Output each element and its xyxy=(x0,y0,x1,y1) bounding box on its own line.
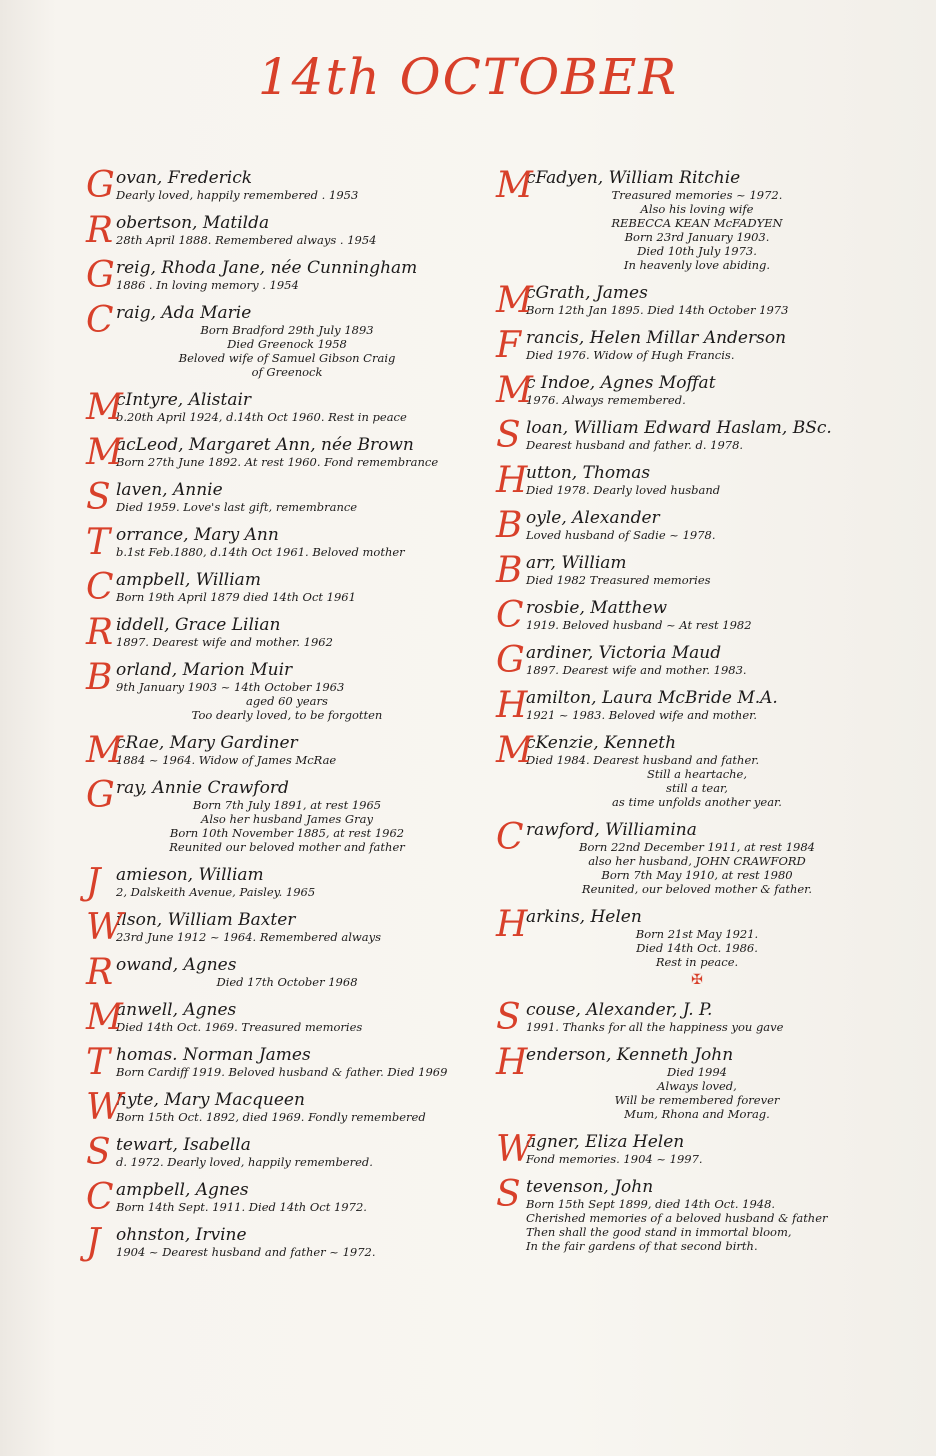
entry-text: Cherished memories of a beloved husband & father xyxy=(526,1211,828,1225)
entry-text: Will be remembered forever xyxy=(614,1093,780,1107)
entry-initial: R xyxy=(86,952,114,993)
entry-text: Born 10th November 1885, at rest 1962 xyxy=(169,826,405,840)
entry-text: Born 15th Oct. 1892, died 1969. Fondly remembered xyxy=(116,1110,426,1124)
entry-text: 2, Dalskeith Avenue, Paisley. 1965 xyxy=(116,885,316,899)
entry-text: Then shall the good stand in immortal bloom, xyxy=(526,1225,792,1239)
entry-name: tevenson, John xyxy=(526,1177,654,1197)
entry-initial: B xyxy=(496,505,523,546)
entry-text: Died Greenock 1958 xyxy=(227,337,347,351)
entry-text: Died 1976. Widow of Hugh Francis. xyxy=(526,348,735,362)
entry-name: hyte, Mary Macqueen xyxy=(116,1090,305,1110)
memorial-entry xyxy=(496,817,868,896)
memorial-entry xyxy=(496,904,868,989)
memorial-entry xyxy=(86,612,458,653)
memorial-entry xyxy=(86,997,458,1038)
entry-initial: G xyxy=(86,775,115,816)
entry-text: Died 1959. Love's last gift, remembrance xyxy=(116,500,358,514)
entry-initial: T xyxy=(86,1042,111,1083)
entry-initial: W xyxy=(86,1087,124,1128)
entry-text: Born 14th Sept. 1911. Died 14th Oct 1972. xyxy=(116,1200,367,1214)
entry-initial: J xyxy=(86,1222,101,1263)
entry-name: orrance, Mary Ann xyxy=(116,525,279,545)
memorial-entry xyxy=(496,550,868,591)
entry-text: 1897. Dearest wife and mother. 1983. xyxy=(526,663,747,677)
entry-name: laven, Annie xyxy=(116,480,223,500)
entry-initial: C xyxy=(86,567,114,608)
entry-name: homas. Norman James xyxy=(116,1045,311,1065)
memorial-entry xyxy=(86,387,458,428)
entry-text: Born 7th July 1891, at rest 1965 xyxy=(192,798,382,812)
entry-initial: M xyxy=(86,432,123,473)
entry-name: arkins, Helen xyxy=(526,907,642,927)
entry-name: oyle, Alexander xyxy=(526,508,660,528)
entry-text: Beloved wife of Samuel Gibson Craig xyxy=(178,351,396,365)
memorial-entry xyxy=(86,907,458,948)
entry-name: ray, Annie Crawford xyxy=(116,778,289,798)
memorial-entry xyxy=(86,657,458,722)
entry-initial: R xyxy=(86,612,114,653)
entry-text: Still a heartache, xyxy=(646,767,748,781)
memorial-entry xyxy=(86,210,458,251)
entry-name: c Indoe, Agnes Moffat xyxy=(526,373,716,393)
entry-name: ampbell, William xyxy=(116,570,261,590)
entry-name: cRae, Mary Gardiner xyxy=(116,733,298,753)
entry-text: 1976. Always remembered. xyxy=(526,393,686,407)
entry-text: Born 12th Jan 1895. Died 14th October 1973 xyxy=(526,303,789,317)
entry-initial: F xyxy=(496,325,521,366)
memorial-entry xyxy=(496,280,868,321)
memorial-entry xyxy=(496,730,868,809)
entry-name: ohnston, Irvine xyxy=(116,1225,247,1245)
entry-text: still a tear, xyxy=(666,781,728,795)
entry-initial: C xyxy=(86,1177,114,1218)
entry-initial: B xyxy=(86,657,113,698)
entry-text: Born 15th Sept 1899, died 14th Oct. 1948. xyxy=(526,1197,776,1211)
entry-name: raig, Ada Marie xyxy=(116,303,252,323)
memorial-entry xyxy=(496,595,868,636)
entry-text: Treasured memories ~ 1972. xyxy=(611,188,783,202)
entry-initial: B xyxy=(496,550,523,591)
entry-text: Born 7th May 1910, at rest 1980 xyxy=(601,868,793,882)
entry-name: orland, Marion Muir xyxy=(116,660,293,680)
entry-name: ovan, Frederick xyxy=(116,168,253,188)
entry-text: 1886 . In loving memory . 1954 xyxy=(116,278,299,292)
entry-initial: R xyxy=(86,210,114,251)
memorial-entry xyxy=(496,997,868,1038)
memorial-entry xyxy=(86,300,458,379)
entry-initial: S xyxy=(496,415,521,456)
entry-name: reig, Rhoda Jane, née Cunningham xyxy=(116,258,418,278)
memorial-entry xyxy=(496,505,868,546)
entry-text: Died 1978. Dearly loved husband xyxy=(526,483,721,497)
memorial-entry xyxy=(496,685,868,726)
entry-initial: C xyxy=(86,300,114,341)
entry-name: obertson, Matilda xyxy=(116,213,270,233)
entry-name: cFadyen, William Ritchie xyxy=(526,168,741,188)
entry-name: amieson, William xyxy=(116,865,264,885)
entry-initial: M xyxy=(86,997,123,1038)
cross-ornament: ✠ xyxy=(691,972,703,988)
entry-text: In the fair gardens of that second birth. xyxy=(526,1239,758,1253)
entry-text: Also his loving wife xyxy=(640,202,754,216)
memorial-entry xyxy=(86,775,458,854)
entry-name: owand, Agnes xyxy=(116,955,237,975)
entry-text: b.20th April 1924, d.14th Oct 1960. Rest in peace xyxy=(116,410,407,424)
entry-text: Reunited, our beloved mother & father. xyxy=(581,882,813,896)
entry-text: Born 19th April 1879 died 14th Oct 1961 xyxy=(116,590,356,604)
entry-text: 9th January 1903 ~ 14th October 1963 xyxy=(116,680,345,694)
entry-text: 1919. Beloved husband ~ At rest 1982 xyxy=(526,618,752,632)
entry-text: Loved husband of Sadie ~ 1978. xyxy=(526,528,716,542)
entry-text: Died 17th October 1968 xyxy=(216,975,358,989)
entry-name: arr, William xyxy=(526,553,627,573)
entry-text: 28th April 1888. Remembered always . 1954 xyxy=(116,233,377,247)
entry-initial: J xyxy=(86,862,101,903)
memorial-entry xyxy=(496,1042,868,1121)
entry-text: Died 14th Oct. 1986. xyxy=(636,941,758,955)
entry-name: loan, William Edward Haslam, BSc. xyxy=(526,418,832,438)
entry-name: agner, Eliza Helen xyxy=(526,1132,685,1152)
memorial-entry xyxy=(86,952,458,993)
entry-name: cIntyre, Alistair xyxy=(116,390,252,410)
entry-initial: H xyxy=(496,460,528,501)
entry-text: of Greenock xyxy=(251,365,323,379)
entry-name: anwell, Agnes xyxy=(116,1000,237,1020)
entry-text: also her husband, JOHN CRAWFORD xyxy=(588,854,806,868)
entry-text: Always loved, xyxy=(657,1079,737,1093)
entry-text: Born Cardiff 1919. Beloved husband & father. Died 1969 xyxy=(116,1065,448,1079)
entry-text: b.1st Feb.1880, d.14th Oct 1961. Beloved mother xyxy=(116,545,405,559)
entry-name: enderson, Kenneth John xyxy=(526,1045,734,1065)
entry-text: Dearest husband and father. d. 1978. xyxy=(526,438,744,452)
memorial-entry xyxy=(86,1177,458,1218)
entry-name: rawford, Williamina xyxy=(526,820,697,840)
memorial-entry xyxy=(86,522,458,563)
entry-text: Born 23rd January 1903. xyxy=(624,230,770,244)
entry-initial: T xyxy=(86,522,111,563)
entry-name: ampbell, Agnes xyxy=(116,1180,249,1200)
entry-name: utton, Thomas xyxy=(526,463,651,483)
entry-initial: H xyxy=(496,1042,528,1083)
entry-text: aged 60 years xyxy=(246,694,328,708)
entry-name: rosbie, Matthew xyxy=(526,598,668,618)
left-column xyxy=(86,165,458,1270)
entry-text: 1884 ~ 1964. Widow of James McRae xyxy=(116,753,337,767)
memorial-entry xyxy=(496,460,868,501)
memorial-entry xyxy=(496,1129,868,1170)
entry-text: Died 1982 Treasured memories xyxy=(526,573,711,587)
memorial-entry xyxy=(86,730,458,771)
memorial-entry xyxy=(86,1087,458,1128)
memorial-entry xyxy=(496,325,868,366)
entry-text: Fond memories. 1904 ~ 1997. xyxy=(526,1152,703,1166)
entry-text: Died 1984. Dearest husband and father. xyxy=(526,753,760,767)
entry-text: 23rd June 1912 ~ 1964. Remembered always xyxy=(116,930,382,944)
entry-text: In heavenly love abiding. xyxy=(623,258,771,272)
entry-text: Born 27th June 1892. At rest 1960. Fond remembrance xyxy=(116,455,439,469)
entry-initial: M xyxy=(86,387,123,428)
entry-text: Born 21st May 1921. xyxy=(635,927,759,941)
entry-initial: C xyxy=(496,817,524,858)
entry-initial: M xyxy=(86,730,123,771)
entry-text: Too dearly loved, to be forgotten xyxy=(191,708,383,722)
memorial-entry xyxy=(496,1174,868,1253)
entry-initial: G xyxy=(86,165,115,206)
entry-text: Also her husband James Gray xyxy=(201,812,373,826)
entry-initial: C xyxy=(496,595,524,636)
memorial-entry xyxy=(86,862,458,903)
entry-text: as time unfolds another year. xyxy=(612,795,782,809)
memorial-entry xyxy=(86,432,458,473)
memorial-entry xyxy=(86,477,458,518)
entry-initial: M xyxy=(496,165,533,206)
entry-text: Dearly loved, happily remembered . 1953 xyxy=(116,188,359,202)
entry-name: iddell, Grace Lilian xyxy=(116,615,281,635)
memorial-entry xyxy=(86,567,458,608)
entry-initial: W xyxy=(496,1129,534,1170)
memorial-entry xyxy=(86,1132,458,1173)
right-column xyxy=(496,165,868,1264)
entry-name: couse, Alexander, J. P. xyxy=(526,1000,713,1020)
entry-name: cGrath, James xyxy=(526,283,648,303)
memorial-entry xyxy=(86,1222,458,1263)
entry-text: Died 10th July 1973. xyxy=(637,244,757,258)
entry-text: Born Bradford 29th July 1893 xyxy=(200,323,374,337)
entry-name: ilson, William Baxter xyxy=(116,910,296,930)
memorial-entry xyxy=(496,165,868,272)
entry-initial: S xyxy=(86,1132,111,1173)
entry-text: REBECCA KEAN McFADYEN xyxy=(611,216,783,230)
entry-initial: W xyxy=(86,907,124,948)
memorial-entry xyxy=(86,255,458,296)
entry-name: acLeod, Margaret Ann, née Brown xyxy=(116,435,414,455)
entry-text: 1991. Thanks for all the happiness you gave xyxy=(526,1020,784,1034)
entry-name: tewart, Isabella xyxy=(116,1135,251,1155)
entry-text: d. 1972. Dearly loved, happily remembered. xyxy=(116,1155,373,1169)
memorial-entry xyxy=(496,370,868,411)
entry-name: amilton, Laura McBride M.A. xyxy=(526,688,778,708)
entry-initial: M xyxy=(496,280,533,321)
entry-text: Died 1994 xyxy=(667,1065,727,1079)
entry-initial: M xyxy=(496,730,533,771)
entry-name: cKenzie, Kenneth xyxy=(526,733,677,753)
entry-text: Rest in peace. xyxy=(655,955,739,969)
entry-text: 1904 ~ Dearest husband and father ~ 1972. xyxy=(116,1245,376,1259)
entry-text: Born 22nd December 1911, at rest 1984 xyxy=(579,840,815,854)
entry-text: Died 14th Oct. 1969. Treasured memories xyxy=(116,1020,363,1034)
entry-text: 1897. Dearest wife and mother. 1962 xyxy=(116,635,333,649)
entry-text: 1921 ~ 1983. Beloved wife and mother. xyxy=(526,708,758,722)
entry-initial: G xyxy=(496,640,525,681)
page-title: 14th OCTOBER xyxy=(257,48,679,106)
entry-initial: H xyxy=(496,904,528,945)
memorial-entry xyxy=(86,165,458,206)
entry-initial: S xyxy=(86,477,111,518)
memorial-entry xyxy=(86,1042,458,1083)
entry-text: Mum, Rhona and Morag. xyxy=(624,1107,770,1121)
entry-initial: S xyxy=(496,1174,521,1215)
entry-initial: H xyxy=(496,685,528,726)
entry-initial: S xyxy=(496,997,521,1038)
entry-name: rancis, Helen Millar Anderson xyxy=(526,328,787,348)
memorial-entry xyxy=(496,415,868,456)
entry-initial: G xyxy=(86,255,115,296)
entry-name: ardiner, Victoria Maud xyxy=(526,643,722,663)
memorial-entry xyxy=(496,640,868,681)
entry-initial: M xyxy=(496,370,533,411)
entry-text: Reunited our beloved mother and father xyxy=(169,840,405,854)
